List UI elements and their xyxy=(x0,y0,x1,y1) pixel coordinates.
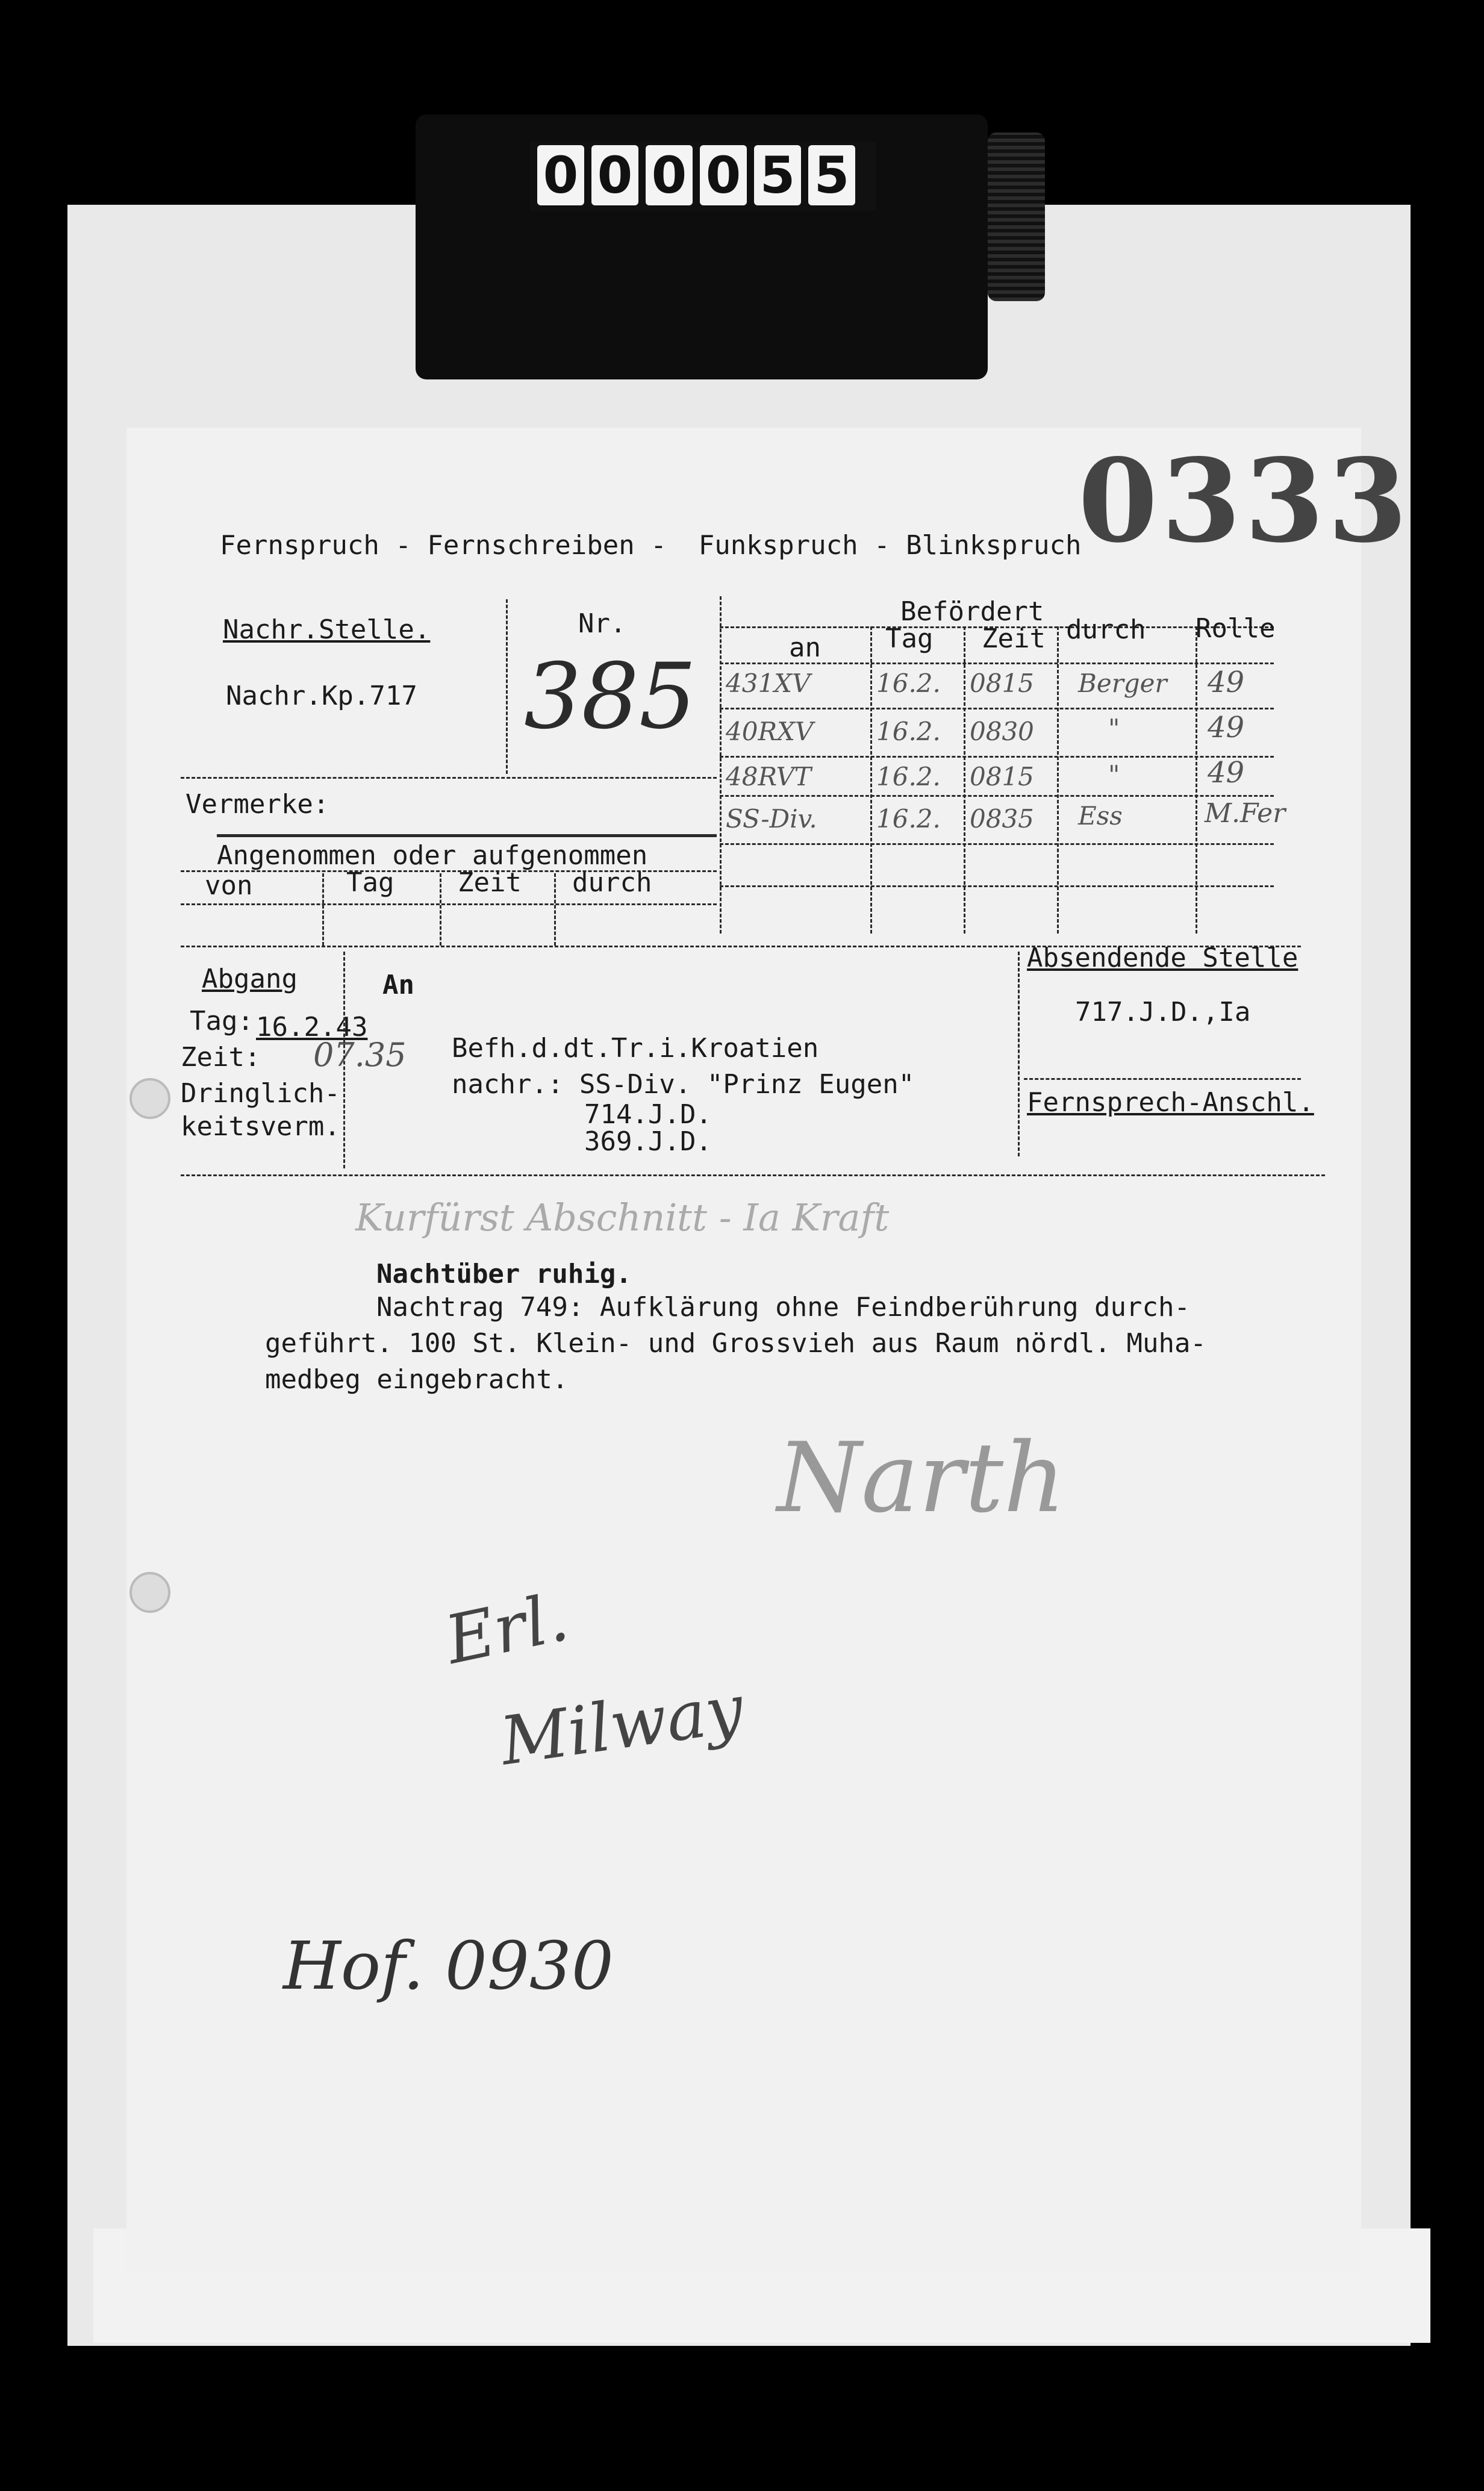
row3-durch: " xyxy=(1108,760,1120,790)
number-label: Nr. xyxy=(578,608,626,639)
row3-rolle: 49 xyxy=(1208,756,1245,790)
table-rule xyxy=(720,885,1274,887)
rule xyxy=(217,834,717,837)
an-label: An xyxy=(382,970,414,1000)
recipient-line-1: Befh.d.dt.Tr.i.Kroatien xyxy=(452,1033,819,1064)
col-header-rolle: Rolle xyxy=(1196,613,1276,644)
row2-zeit: 0830 xyxy=(970,717,1034,746)
absender-label: Absendende Stelle xyxy=(1027,943,1298,973)
col-header-an: an xyxy=(789,632,821,663)
row1-tag: 16.2. xyxy=(876,669,941,698)
table-rule xyxy=(720,662,1274,664)
handwritten-erl: Erl. xyxy=(438,1578,575,1679)
sender-value: Nachr.Kp.717 xyxy=(226,681,417,711)
punch-hole-icon xyxy=(129,1078,170,1119)
angenommen-col-durch: durch xyxy=(572,867,652,898)
angenommen-col-von: von xyxy=(205,870,253,901)
row4-zeit: 0835 xyxy=(970,804,1034,834)
row3-tag: 16.2. xyxy=(876,762,941,791)
angenommen-title: Angenommen oder aufgenommen xyxy=(217,840,648,871)
table-rule xyxy=(870,626,872,934)
abgang-zeit-value: 07.35 xyxy=(313,1036,407,1074)
counter-display xyxy=(530,142,876,211)
dringlich-label: Dringlich- xyxy=(181,1078,340,1109)
rule xyxy=(322,873,324,946)
message-line-4: medbeg eingebracht. xyxy=(265,1364,569,1395)
row1-zeit: 0815 xyxy=(970,669,1034,698)
table-rule xyxy=(964,626,965,934)
row4-rolle: M.Fer xyxy=(1205,798,1286,829)
rule xyxy=(554,873,556,946)
signature: Narth xyxy=(777,1421,1066,1534)
col-header-zeit: Zeit xyxy=(982,623,1046,654)
message-line-3: geführt. 100 St. Klein- und Grossvieh aus Raum nördl. Muha- xyxy=(265,1328,1206,1359)
row4-tag: 16.2. xyxy=(876,804,941,834)
sender-label: Nachr.Stelle. xyxy=(223,614,431,645)
recipient-line-4: 369.J.D. xyxy=(584,1126,712,1157)
table-rule xyxy=(720,756,1274,758)
archive-stamp-number: 0333 xyxy=(1078,434,1411,568)
col-header-tag: Tag xyxy=(885,623,934,654)
divider xyxy=(506,599,508,774)
rule xyxy=(343,952,345,1168)
rule xyxy=(181,903,717,905)
absender-value: 717.J.D.,Ia xyxy=(1075,997,1251,1027)
counter-digit: 5 xyxy=(808,145,855,205)
row2-durch: " xyxy=(1108,714,1120,743)
message-type-header: Fernspruch - Fernschreiben - Funkspruch - Blinkspruch xyxy=(220,530,1082,561)
counter-digit: 0 xyxy=(646,145,693,205)
handwritten-footer-note: Hof. 0930 xyxy=(283,1927,614,2004)
handwritten-note: Kurfürst Abschnitt - Ia Kraft xyxy=(355,1196,890,1239)
fernsprech-label: Fernsprech-Anschl. xyxy=(1027,1087,1314,1118)
counter-digit: 0 xyxy=(591,145,638,205)
rule xyxy=(181,777,717,779)
abgang-tag-value: 16.2.43 xyxy=(256,1012,368,1043)
abgang-label: Abgang xyxy=(202,964,298,994)
recipient-line-2: nachr.: SS-Div. "Prinz Eugen" xyxy=(452,1069,915,1100)
row3-zeit: 0815 xyxy=(970,762,1034,791)
row2-an: 40RXV xyxy=(726,717,814,746)
row2-rolle: 49 xyxy=(1208,711,1245,744)
rule xyxy=(1018,952,1020,1156)
recipient-line-3: 714.J.D. xyxy=(584,1099,712,1130)
table-rule xyxy=(1196,626,1197,934)
row1-rolle: 49 xyxy=(1208,666,1245,699)
row2-tag: 16.2. xyxy=(876,717,941,746)
rule xyxy=(1024,1078,1301,1080)
row1-an: 431XV xyxy=(726,669,811,698)
row4-an: SS-Div. xyxy=(726,804,817,834)
table-rule xyxy=(1057,626,1059,934)
table-rule xyxy=(720,843,1274,845)
zeitsverm-label: keitsverm. xyxy=(181,1111,340,1142)
message-line-1: Nachtüber ruhig. xyxy=(376,1259,632,1289)
counter-knob-icon xyxy=(988,132,1045,301)
number-value: 385 xyxy=(524,644,697,749)
abgang-tag-label: Tag: xyxy=(190,1006,254,1037)
punch-hole-icon xyxy=(129,1572,170,1613)
handwritten-initials: Milway xyxy=(496,1670,748,1780)
abgang-zeit-label: Zeit: xyxy=(181,1042,261,1073)
befoerdert-title: Befördert xyxy=(900,596,1044,627)
table-rule xyxy=(720,596,722,934)
row3-an: 48RVT xyxy=(726,762,811,791)
counter-digit: 0 xyxy=(537,145,584,205)
angenommen-col-tag: Tag xyxy=(346,867,394,898)
rule xyxy=(181,1174,1325,1176)
rule xyxy=(440,873,441,946)
counter-digit: 5 xyxy=(754,145,801,205)
table-rule xyxy=(720,795,1274,797)
angenommen-col-zeit: Zeit xyxy=(458,867,522,898)
message-line-2: Nachtrag 749: Aufklärung ohne Feindberührung durch- xyxy=(376,1292,1191,1323)
counter-digit: 0 xyxy=(700,145,747,205)
table-rule xyxy=(720,708,1274,709)
row1-durch: Berger xyxy=(1078,669,1167,698)
row4-durch: Ess xyxy=(1078,801,1123,831)
vermerke-label: Vermerke: xyxy=(186,789,329,820)
col-header-durch: durch xyxy=(1066,614,1146,645)
